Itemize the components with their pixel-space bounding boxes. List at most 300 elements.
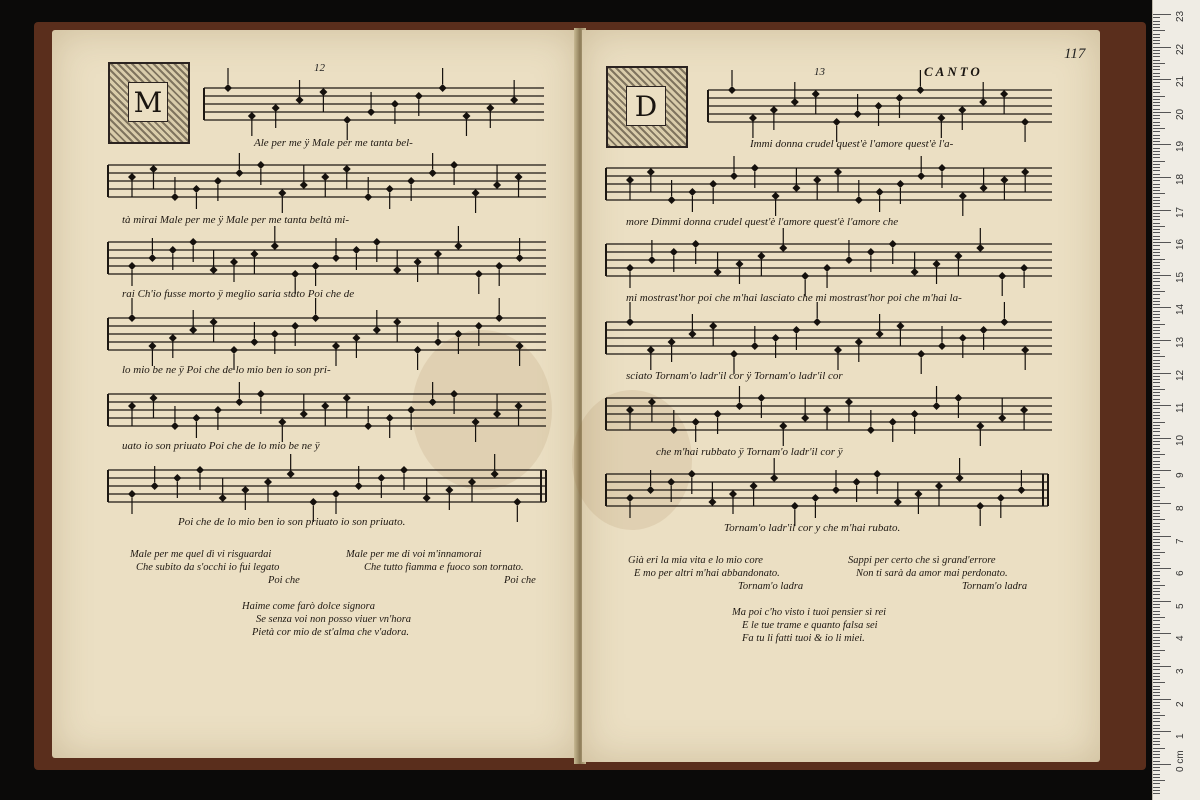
ruler-tick [1153, 288, 1160, 289]
music-note [373, 238, 381, 246]
music-note [472, 418, 480, 426]
ruler-tick [1153, 193, 1165, 194]
ruler-tick [1153, 774, 1160, 775]
ruler-tick [1153, 21, 1160, 22]
music-note [670, 426, 678, 434]
ruler-tick [1153, 444, 1160, 445]
ruler-tick [1153, 555, 1160, 556]
music-note [171, 193, 179, 201]
music-note [491, 470, 499, 478]
ruler-tick [1153, 379, 1160, 380]
ruler-tick [1153, 24, 1160, 25]
music-note [1021, 346, 1029, 354]
ruler-tick [1153, 340, 1171, 341]
music-note [300, 181, 308, 189]
verse-stanza-3 [732, 606, 886, 645]
ruler-tick [1153, 483, 1160, 484]
ruler-tick [1153, 164, 1160, 165]
verse-line: Tornam'o ladra [962, 581, 1028, 592]
ruler-tick [1153, 470, 1171, 471]
ruler-tick [1153, 307, 1171, 308]
music-staff [108, 226, 546, 294]
ruler-tick [1153, 177, 1171, 178]
music-note [235, 398, 243, 406]
ruler-tick [1153, 265, 1160, 266]
ruler-tick [1153, 337, 1160, 338]
music-note [959, 334, 967, 342]
ruler-tick [1153, 125, 1160, 126]
ruler-tick [1153, 405, 1171, 406]
music-note [917, 350, 925, 358]
music-note [708, 498, 716, 506]
ruler-tick [1153, 578, 1160, 579]
ruler-tick [1153, 343, 1160, 344]
music-note [688, 330, 696, 338]
left-page [52, 30, 578, 758]
ruler-tick [1153, 673, 1160, 674]
ruler-tick [1153, 754, 1160, 755]
music-note [343, 165, 351, 173]
ruler-tick [1153, 131, 1160, 132]
initial-letter: D [626, 86, 666, 126]
ruler-tick [1153, 229, 1160, 230]
music-note [400, 466, 408, 474]
ruler-tick [1153, 200, 1160, 201]
music-note [889, 240, 897, 248]
music-note [415, 92, 423, 100]
music-note [916, 86, 924, 94]
verse-line: Male per me quel dì vi risguardai [130, 549, 272, 560]
music-staff [606, 228, 1052, 296]
ruler-tick [1153, 112, 1171, 113]
ruler-label: 22 [1175, 43, 1186, 55]
ruler-tick [1153, 285, 1160, 286]
music-note [169, 246, 177, 254]
ruler-tick [1153, 40, 1160, 41]
music-note [332, 342, 340, 350]
ruler-tick [1153, 34, 1160, 35]
ruler-tick [1153, 402, 1160, 403]
music-note [998, 414, 1006, 422]
ruler-tick [1153, 490, 1160, 491]
music-note [230, 346, 238, 354]
ruler-tick [1153, 102, 1160, 103]
music-note [875, 102, 883, 110]
ruler-tick [1153, 213, 1160, 214]
ruler-tick [1153, 741, 1160, 742]
ruler-tick [1153, 702, 1160, 703]
ruler-tick [1153, 333, 1160, 334]
music-note [792, 184, 800, 192]
music-note [812, 90, 820, 98]
music-note [495, 262, 503, 270]
ruler-label: 6 [1175, 570, 1186, 577]
ruler-tick [1153, 679, 1160, 680]
ruler-tick [1153, 363, 1160, 364]
music-note [128, 490, 136, 498]
music-note [414, 258, 422, 266]
ruler-tick [1153, 415, 1160, 416]
ruler-tick [1153, 607, 1160, 608]
ruler-tick [1153, 141, 1160, 142]
ruler-tick [1153, 438, 1171, 439]
music-note [845, 256, 853, 264]
ruler-label: 15 [1175, 271, 1186, 283]
ruler-tick [1153, 516, 1160, 517]
ruler-tick [1153, 210, 1171, 211]
music-note [364, 422, 372, 430]
music-note [257, 390, 265, 398]
music-staff [606, 302, 1052, 374]
music-note [248, 112, 256, 120]
ruler-tick [1153, 216, 1160, 217]
ruler-tick [1153, 118, 1160, 119]
music-note [896, 322, 904, 330]
ruler-tick [1153, 232, 1160, 233]
ruler-tick [1153, 474, 1160, 475]
left-page-number: 12 [314, 62, 325, 74]
ruler-label: 19 [1175, 141, 1186, 153]
music-note [728, 86, 736, 94]
verse-line: Poi che [504, 575, 536, 586]
ruler-tick [1153, 510, 1160, 511]
ruler-tick [1153, 245, 1160, 246]
music-note [876, 188, 884, 196]
music-note [364, 193, 372, 201]
ruler-tick [1153, 708, 1160, 709]
music-note [450, 161, 458, 169]
ruler-tick [1153, 86, 1160, 87]
music-note [935, 482, 943, 490]
verse-line: Sappi per certo che sì grand'errore [848, 555, 996, 566]
measuring-ruler [1152, 0, 1200, 800]
music-note [648, 398, 656, 406]
ruler-tick [1153, 659, 1160, 660]
music-note [895, 94, 903, 102]
ruler-label: 4 [1175, 635, 1186, 642]
music-note [515, 173, 523, 181]
ruler-tick [1153, 17, 1160, 18]
music-note [714, 410, 722, 418]
music-note [210, 266, 218, 274]
ruler-tick [1153, 451, 1160, 452]
ruler-tick [1153, 519, 1165, 520]
ruler-tick [1153, 73, 1160, 74]
ruler-tick [1153, 324, 1165, 325]
ruler-tick [1153, 571, 1160, 572]
music-note [391, 100, 399, 108]
ruler-tick [1153, 366, 1160, 367]
music-note [189, 238, 197, 246]
ruler-tick [1153, 594, 1160, 595]
ruler-tick [1153, 734, 1160, 735]
music-staff [108, 454, 546, 522]
ruler-label: 9 [1175, 472, 1186, 479]
music-note [510, 96, 518, 104]
verse-stanza-1 [130, 548, 300, 587]
ruler-tick [1153, 56, 1160, 57]
ruler-tick [1153, 43, 1160, 44]
initial-letter: M [128, 82, 168, 122]
music-note [128, 314, 136, 322]
right-page [582, 30, 1100, 762]
music-note [128, 402, 136, 410]
ruler-tick [1153, 676, 1160, 677]
music-note [855, 338, 863, 346]
ruler-tick [1153, 249, 1160, 250]
music-note [192, 414, 200, 422]
music-note [867, 426, 875, 434]
ruler-tick [1153, 327, 1160, 328]
ruler-tick [1153, 487, 1165, 488]
verse-stanza-2 [848, 554, 1027, 593]
verse-line: Che tutto fiamma e fuoco son tornato. [364, 562, 524, 573]
lyric-line-2: tà mirai Male per me ÿ Male per me tanta beltà mi- [122, 214, 349, 226]
music-note [516, 254, 524, 262]
music-note [896, 180, 904, 188]
ruler-label: 10 [1175, 434, 1186, 446]
ruler-label: 18 [1175, 173, 1186, 185]
verse-line: Male per me di voi m'innamorai [346, 549, 482, 560]
ruler-tick [1153, 614, 1160, 615]
music-note [911, 410, 919, 418]
music-note [735, 402, 743, 410]
ruler-tick [1153, 376, 1160, 377]
music-note [224, 84, 232, 92]
music-note [343, 116, 351, 124]
ruler-tick [1153, 386, 1160, 387]
ruler-tick [1153, 382, 1160, 383]
ruler-tick [1153, 562, 1160, 563]
ruler-tick [1153, 239, 1160, 240]
ruler-tick [1153, 304, 1160, 305]
ruler-tick [1153, 692, 1160, 693]
music-note [445, 486, 453, 494]
ruler-tick [1153, 14, 1171, 15]
ruler-tick [1153, 167, 1160, 168]
ruler-tick [1153, 219, 1160, 220]
ruler-tick [1153, 767, 1160, 768]
music-note [149, 165, 157, 173]
ruler-tick [1153, 347, 1160, 348]
ruler-tick [1153, 513, 1160, 514]
music-note [772, 192, 780, 200]
ruler-tick [1153, 435, 1160, 436]
music-note [439, 84, 447, 92]
ruler-tick [1153, 350, 1160, 351]
music-note [192, 185, 200, 193]
ruler-tick [1153, 291, 1165, 292]
ruler-tick [1153, 441, 1160, 442]
music-note [889, 418, 897, 426]
music-note [450, 390, 458, 398]
music-note [393, 266, 401, 274]
ruler-tick [1153, 793, 1160, 794]
ruler-tick [1153, 353, 1160, 354]
ruler-tick [1153, 705, 1160, 706]
music-note [688, 470, 696, 478]
ruler-tick [1153, 699, 1171, 700]
music-note [792, 326, 800, 334]
ruler-tick [1153, 496, 1160, 497]
music-note [779, 244, 787, 252]
ruler-tick [1153, 686, 1160, 687]
ruler-tick [1153, 552, 1165, 553]
music-note [959, 192, 967, 200]
music-note [219, 494, 227, 502]
music-note [729, 490, 737, 498]
ruler-label: 0 cm [1175, 750, 1186, 772]
verse-stanza-1 [628, 554, 803, 593]
ruler-tick [1153, 633, 1171, 634]
ruler-tick [1153, 787, 1160, 788]
music-note [214, 406, 222, 414]
ruler-tick [1153, 63, 1165, 64]
ruler-tick [1153, 718, 1160, 719]
verse-line: Già eri la mia vita e lo mio core [628, 555, 763, 566]
ruler-tick [1153, 477, 1160, 478]
music-note [692, 418, 700, 426]
verse-line: Poi che [268, 575, 300, 586]
ruler-tick [1153, 454, 1165, 455]
music-note [257, 161, 265, 169]
music-note [933, 260, 941, 268]
ruler-label: 5 [1175, 603, 1186, 609]
ruler-tick [1153, 161, 1165, 162]
ruler-label: 11 [1175, 402, 1186, 414]
ruler-tick [1153, 770, 1160, 771]
lyric-line-1: Ale per me ÿ Male per me tanta bel- [254, 137, 413, 149]
ruler-tick [1153, 128, 1165, 129]
music-staff [204, 68, 544, 140]
ruler-tick [1153, 135, 1160, 136]
music-note [833, 118, 841, 126]
ruler-tick [1153, 503, 1171, 504]
ruler-tick [1153, 275, 1171, 276]
ruler-tick [1153, 738, 1160, 739]
music-note [278, 418, 286, 426]
music-note [373, 326, 381, 334]
music-note [876, 330, 884, 338]
music-note [779, 422, 787, 430]
ruler-tick [1153, 526, 1160, 527]
ruler-tick [1153, 268, 1160, 269]
ruler-tick [1153, 650, 1165, 651]
music-note [355, 482, 363, 490]
verse-line: Se senza voi non posso viuer vn'hora [256, 614, 412, 625]
music-note [287, 470, 295, 478]
ruler-tick [1153, 255, 1160, 256]
ruler-tick [1153, 79, 1171, 80]
music-note [309, 498, 317, 506]
music-note [668, 338, 676, 346]
ruler-tick [1153, 585, 1165, 586]
music-note [1017, 486, 1025, 494]
ruler-tick [1153, 721, 1160, 722]
music-note [914, 490, 922, 498]
ruler-tick [1153, 262, 1160, 263]
music-note [386, 185, 394, 193]
ruler-tick [1153, 780, 1165, 781]
music-note [407, 406, 415, 414]
music-note [647, 346, 655, 354]
music-note [980, 184, 988, 192]
ruler-tick [1153, 565, 1160, 566]
music-note [493, 410, 501, 418]
music-note [300, 410, 308, 418]
music-note [954, 394, 962, 402]
music-note [894, 498, 902, 506]
lyric-line-6: Poi che de lo mio ben io son priuato io son priuato. [178, 516, 406, 528]
music-note [214, 177, 222, 185]
music-note [423, 494, 431, 502]
ruler-tick [1153, 464, 1160, 465]
ruler-tick [1153, 725, 1160, 726]
music-note [148, 254, 156, 262]
music-note [296, 96, 304, 104]
ruler-tick [1153, 242, 1171, 243]
music-note [343, 394, 351, 402]
music-note [472, 189, 480, 197]
ruler-tick [1153, 278, 1160, 279]
lyric-line-5: uato io son priuato Poi che de lo mio be ne ÿ [122, 440, 320, 452]
music-note [938, 164, 946, 172]
music-note [709, 180, 717, 188]
ruler-tick [1153, 748, 1165, 749]
ruler-tick [1153, 50, 1160, 51]
ruler-tick [1153, 301, 1160, 302]
ruler-tick [1153, 109, 1160, 110]
music-note [171, 422, 179, 430]
ruler-tick [1153, 545, 1160, 546]
ruler-tick [1153, 457, 1160, 458]
ruler-tick [1153, 728, 1160, 729]
music-note [730, 350, 738, 358]
music-note [647, 486, 655, 494]
ruler-tick [1153, 558, 1160, 559]
ruler-tick [1153, 536, 1171, 537]
ruler-tick [1153, 777, 1160, 778]
ruler-label: 14 [1175, 304, 1186, 316]
ruler-tick [1153, 480, 1160, 481]
ruler-tick [1153, 682, 1165, 683]
ruler-tick [1153, 422, 1165, 423]
music-staff [108, 382, 546, 442]
music-note [278, 189, 286, 197]
music-note [271, 242, 279, 250]
ruler-label: 2 [1175, 701, 1186, 707]
music-note [976, 502, 984, 510]
music-staff [606, 156, 1052, 216]
music-note [750, 482, 758, 490]
ruler-tick [1153, 174, 1160, 175]
music-note [770, 106, 778, 114]
music-note [867, 248, 875, 256]
ruler-label: 8 [1175, 505, 1186, 511]
music-note [468, 478, 476, 486]
ruler-tick [1153, 356, 1165, 357]
ruler-tick [1153, 731, 1171, 732]
music-note [407, 177, 415, 185]
music-note [855, 196, 863, 204]
music-note [813, 176, 821, 184]
music-note [832, 486, 840, 494]
music-staff [708, 70, 1052, 142]
music-note [475, 322, 483, 330]
ruler-tick [1153, 581, 1160, 582]
ruler-tick [1153, 53, 1160, 54]
music-note [241, 486, 249, 494]
